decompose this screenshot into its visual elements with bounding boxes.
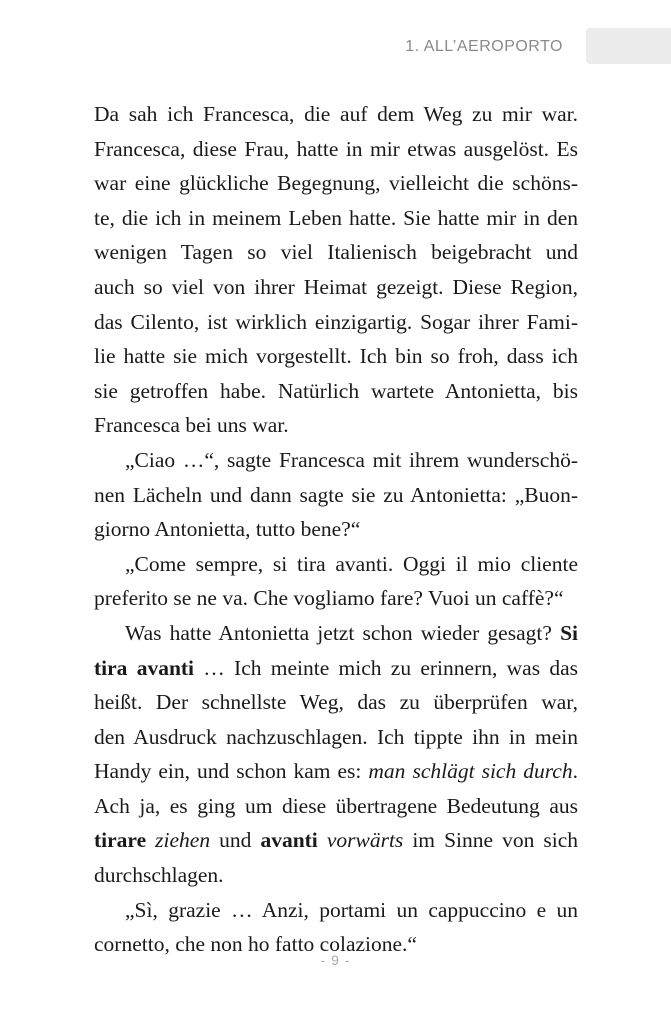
text-line: war eine glückliche Begegnung, vielleicht die schöns-	[94, 171, 578, 196]
text-run: Handy ein, und schon kam es:	[94, 759, 369, 784]
text-line: te, die ich in meinem Leben hatte. Sie hatte mir in den	[94, 205, 578, 230]
text-line	[94, 651, 578, 686]
text-line: nen Lächeln und dann sagte sie zu Antonietta: „Buon-	[94, 482, 578, 507]
page-number: - 9 -	[320, 952, 351, 968]
paragraph-2	[94, 443, 578, 547]
text-line: Da sah ich Francesca, die auf dem Weg zu mir war.	[94, 102, 578, 126]
text-line: lie hatte sie mich vorgestellt. Ich bin so froh, dass ich	[94, 344, 578, 369]
text-line	[94, 754, 578, 789]
text-line: cornetto, che non ho fatto colazione.“	[94, 932, 417, 957]
text-line: Ach ja, es ging um diese übertragene Bedeutung aus	[94, 793, 578, 818]
text-run: .	[572, 759, 578, 784]
text-line: heißt. Der schnellste Weg, das zu überprüfen war,	[94, 690, 578, 715]
body-text	[94, 97, 578, 962]
chapter-tab-decoration	[586, 28, 671, 64]
text-line: Francesca, diese Frau, hatte in mir etwas ausgelöst. Es	[94, 136, 578, 161]
paragraph-4	[94, 616, 578, 893]
text-line: den Ausdruck nachzuschlagen. Ich tippte ihn in mein	[94, 724, 578, 749]
text-line: „Come sempre, si tira avanti. Oggi il mio cliente	[125, 551, 578, 576]
text-line: wenigen Tagen so viel Italienisch beigebracht und	[94, 240, 578, 265]
italic-translation: man schlägt sich durch	[368, 759, 573, 784]
text-line: Francesca bei uns war.	[94, 413, 289, 438]
text-line: durchschlagen.	[94, 863, 224, 888]
running-head: 1. ALL’AEROPORTO	[405, 38, 563, 55]
text-run: und	[210, 828, 261, 853]
bold-term: Si	[560, 620, 578, 645]
text-line: sie getroffen habe. Natürlich wartete Antonietta, bis	[94, 378, 578, 403]
text-run: … Ich meinte mich zu erinnern, was das	[194, 655, 578, 680]
text-line: „Sì, grazie … Anzi, portami un cappuccino e un	[125, 897, 578, 922]
italic-translation: ziehen	[155, 828, 211, 853]
text-line: das Cilento, ist wirklich einzigartig. Sogar ihrer Fami-	[94, 309, 578, 334]
bold-term: avanti	[260, 828, 318, 853]
text-line: preferito se ne va. Che vogliamo fare? Vuoi un caffè?“	[94, 586, 564, 611]
paragraph-1	[94, 97, 578, 443]
text-run: Was hatte Antonietta jetzt schon wieder gesagt?	[125, 620, 561, 645]
text-line	[94, 823, 578, 858]
bold-term: tirare	[94, 828, 147, 853]
text-run: im Sinne von sich	[403, 828, 579, 853]
text-line	[94, 616, 578, 651]
bold-term: tira avanti	[94, 655, 195, 680]
paragraph-3	[94, 547, 578, 616]
text-line: giorno Antonietta, tutto bene?“	[94, 517, 361, 542]
italic-translation: vorwärts	[326, 828, 404, 853]
text-line: „Ciao …“, sagte Francesca mit ihrem wunderschö-	[125, 447, 578, 472]
text-line: auch so viel von ihrer Heimat gezeigt. Diese Region,	[94, 274, 578, 299]
